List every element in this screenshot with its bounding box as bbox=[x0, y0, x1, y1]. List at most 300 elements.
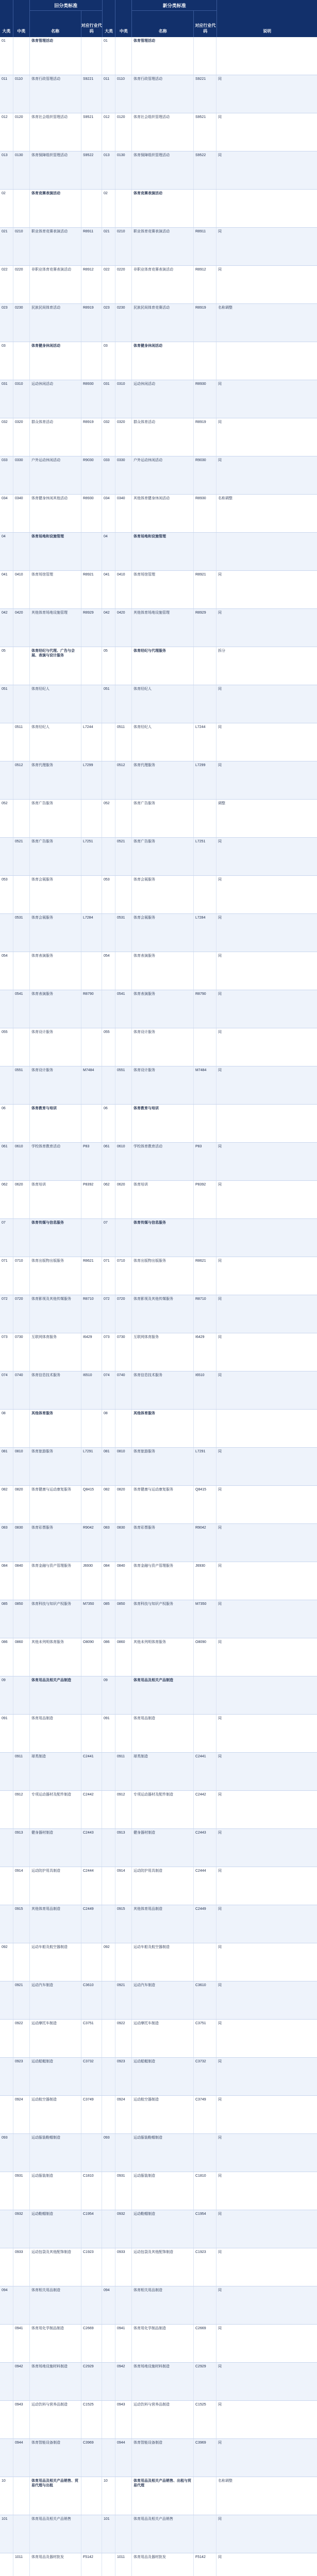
table-cell: 09 bbox=[0, 1676, 13, 1714]
table-cell: L7284 bbox=[81, 914, 102, 952]
table-cell: 运动饮料与营养品制造 bbox=[132, 2401, 194, 2438]
table-cell: 062 bbox=[102, 1181, 115, 1218]
table-cell: 健身器材制造 bbox=[132, 1829, 194, 1867]
table-cell: 体育智能设备制造 bbox=[30, 2439, 81, 2477]
table-cell: 其他体育场地设施管理 bbox=[132, 609, 194, 647]
table-cell: 0924 bbox=[115, 2096, 132, 2133]
table-cell bbox=[0, 2325, 13, 2362]
table-cell bbox=[102, 723, 115, 761]
table-cell bbox=[115, 342, 132, 380]
table-row bbox=[0, 761, 317, 800]
table-cell: 互联网体育服务 bbox=[132, 1333, 194, 1371]
table-cell: C3749 bbox=[194, 2096, 216, 2133]
table-cell: 同 bbox=[218, 1145, 222, 1148]
table-cell: 0830 bbox=[115, 1524, 132, 1562]
table-cell: 0220 bbox=[13, 266, 30, 303]
table-cell: R8710 bbox=[81, 1295, 102, 1333]
table-cell: 086 bbox=[0, 1638, 13, 1676]
table-cell: 0921 bbox=[115, 1981, 132, 2019]
table-row bbox=[0, 1524, 317, 1562]
table-row bbox=[0, 914, 317, 952]
table-cell: 体育社会组织管理活动 bbox=[132, 113, 194, 151]
table-cell bbox=[102, 1867, 115, 1905]
table-cell: 086 bbox=[102, 1638, 115, 1676]
table-cell bbox=[216, 190, 317, 227]
table-row bbox=[0, 2058, 317, 2096]
table-row bbox=[0, 876, 317, 914]
table-cell bbox=[0, 2096, 13, 2133]
table-cell: 0933 bbox=[115, 2248, 132, 2286]
table-cell: 051 bbox=[0, 685, 13, 723]
table-cell bbox=[0, 1905, 13, 1943]
table-cell: 同 bbox=[218, 878, 222, 882]
table-cell: C1923 bbox=[81, 2248, 102, 2286]
table-cell: 0931 bbox=[115, 2172, 132, 2210]
table-cell: 职业体育竞赛表演活动 bbox=[132, 228, 194, 265]
table-cell: 同 bbox=[218, 611, 222, 615]
table-cell: 体育用品制造 bbox=[132, 1715, 194, 1752]
table-cell: 体育行政管理活动 bbox=[132, 75, 194, 113]
table-cell: 0820 bbox=[115, 1486, 132, 1523]
table-cell: R8929 bbox=[194, 609, 216, 647]
table-cell: 体育广告服务 bbox=[132, 838, 194, 875]
table-cell: 体育用品及相关产品销售 bbox=[132, 2515, 194, 2553]
table-cell bbox=[81, 2134, 102, 2172]
table-cell: 0320 bbox=[115, 418, 132, 456]
table-cell bbox=[13, 1105, 30, 1142]
table-cell: I6510 bbox=[194, 1371, 216, 1409]
table-cell bbox=[115, 533, 132, 570]
table-cell: C2442 bbox=[194, 1791, 216, 1828]
table-cell bbox=[81, 1219, 102, 1257]
table-cell: P83 bbox=[194, 1143, 216, 1180]
table-cell: 体育场馆管理 bbox=[132, 571, 194, 608]
table-cell: 0922 bbox=[115, 2020, 132, 2057]
table-cell: 073 bbox=[102, 1333, 115, 1371]
table-cell: 094 bbox=[0, 2286, 13, 2324]
table-cell: 083 bbox=[102, 1524, 115, 1562]
table-cell bbox=[194, 647, 216, 685]
table-cell bbox=[194, 685, 216, 723]
table-cell: 0210 bbox=[115, 228, 132, 265]
table-cell bbox=[81, 1105, 102, 1142]
table-cell bbox=[0, 2553, 13, 2576]
table-row bbox=[0, 1600, 317, 1638]
table-cell: 0720 bbox=[13, 1295, 30, 1333]
table-cell bbox=[115, 2286, 132, 2324]
table-cell: 体育广告服务 bbox=[30, 838, 81, 875]
table-row bbox=[0, 1105, 317, 1143]
table-cell: 0420 bbox=[13, 609, 30, 647]
table-cell: 0710 bbox=[115, 1257, 132, 1295]
table-cell bbox=[13, 533, 30, 570]
table-cell: F5142 bbox=[81, 2553, 102, 2576]
table-cell bbox=[13, 2477, 30, 2515]
table-cell: R8621 bbox=[81, 1257, 102, 1295]
table-cell: R8930 bbox=[81, 380, 102, 418]
table-cell: 052 bbox=[102, 800, 115, 837]
table-cell bbox=[102, 2439, 115, 2477]
table-row bbox=[0, 2096, 317, 2134]
table-cell: 0320 bbox=[13, 418, 30, 456]
table-cell: 运动服装制造 bbox=[132, 2172, 194, 2210]
table-cell: L7299 bbox=[194, 761, 216, 799]
table-cell bbox=[102, 2020, 115, 2057]
table-cell: L7291 bbox=[81, 1448, 102, 1485]
table-cell: 074 bbox=[102, 1371, 115, 1409]
table-cell: 0730 bbox=[115, 1333, 132, 1371]
table-cell: P8392 bbox=[81, 1181, 102, 1218]
table-cell: 05 bbox=[0, 647, 13, 685]
table-cell: 运动服装鞋帽制造 bbox=[132, 2134, 194, 2172]
table-cell: 运动车船及航空器制造 bbox=[132, 1943, 194, 1981]
table-cell: 体育旅游服务 bbox=[132, 1448, 194, 1485]
table-cell: 10 bbox=[0, 2477, 13, 2515]
table-cell bbox=[81, 1676, 102, 1714]
table-cell: 0830 bbox=[13, 1524, 30, 1562]
table-cell: 同 bbox=[218, 573, 222, 577]
table-cell: 0220 bbox=[115, 266, 132, 303]
table-cell: 体育出版物出版服务 bbox=[132, 1257, 194, 1295]
table-cell: 同 bbox=[218, 1259, 222, 1263]
table-cell bbox=[13, 37, 30, 75]
table-cell bbox=[0, 914, 13, 952]
table-cell: C1810 bbox=[81, 2172, 102, 2210]
table-cell bbox=[0, 2248, 13, 2286]
table-cell: R8930 bbox=[194, 495, 216, 532]
table-cell: 0420 bbox=[115, 609, 132, 647]
table-cell: 072 bbox=[102, 1295, 115, 1333]
table-cell bbox=[81, 190, 102, 227]
table-cell: 0541 bbox=[115, 990, 132, 1028]
table-cell: 0915 bbox=[115, 1905, 132, 1943]
table-cell bbox=[81, 342, 102, 380]
table-cell: L7251 bbox=[81, 838, 102, 875]
table-cell: 011 bbox=[0, 75, 13, 113]
table-cell bbox=[194, 533, 216, 570]
table-cell: M7484 bbox=[194, 1066, 216, 1104]
table-cell: 体育设计服务 bbox=[30, 1028, 81, 1066]
table-cell: F5142 bbox=[194, 2553, 216, 2576]
table-cell bbox=[102, 2248, 115, 2286]
table-cell: C2929 bbox=[81, 2363, 102, 2400]
table-cell bbox=[115, 876, 132, 913]
table-cell: 0860 bbox=[13, 1638, 30, 1676]
table-cell: 体育经纪人 bbox=[30, 723, 81, 761]
table-cell: 同 bbox=[218, 1793, 222, 1797]
table-cell: 同 bbox=[218, 1945, 222, 1949]
table-cell: 0521 bbox=[13, 838, 30, 875]
table-cell: 运动鞋帽制造 bbox=[30, 2210, 81, 2248]
header-col: 对应行业代码 bbox=[195, 23, 216, 33]
table-cell: R8919 bbox=[81, 418, 102, 456]
table-cell: 同 bbox=[218, 687, 222, 691]
table-cell: C2442 bbox=[81, 1791, 102, 1828]
table-cell: 同 bbox=[218, 77, 222, 81]
table-cell: 体育相关用品制造 bbox=[132, 2286, 194, 2324]
table-cell: 0944 bbox=[115, 2439, 132, 2477]
table-cell: 021 bbox=[102, 228, 115, 265]
table-row bbox=[0, 228, 317, 266]
table-cell: 033 bbox=[0, 456, 13, 494]
table-cell: 职业体育竞赛表演活动 bbox=[30, 228, 81, 265]
table-cell: 同 bbox=[218, 2289, 222, 2292]
table-cell: 053 bbox=[102, 876, 115, 913]
table-cell bbox=[102, 2210, 115, 2248]
table-cell: M7484 bbox=[81, 1066, 102, 1104]
table-row bbox=[0, 1333, 317, 1371]
table-cell: 运动防护用具制造 bbox=[132, 1867, 194, 1905]
table-cell: 体育传媒与信息服务 bbox=[30, 1219, 81, 1257]
table-cell: 032 bbox=[102, 418, 115, 456]
table-cell: 体育社会组织管理活动 bbox=[30, 113, 81, 151]
table-cell: 0551 bbox=[13, 1066, 30, 1104]
table-cell: 运动船艇制造 bbox=[30, 2058, 81, 2095]
table-cell: C3610 bbox=[194, 1981, 216, 2019]
table-cell bbox=[13, 685, 30, 723]
table-cell: C2444 bbox=[81, 1867, 102, 1905]
table-cell: 体育金融与资产管理服务 bbox=[30, 1562, 81, 1600]
table-cell: 0310 bbox=[13, 380, 30, 418]
table-cell: 体育用品及相关产品制造 bbox=[30, 1676, 81, 1714]
table-cell: 021 bbox=[0, 228, 13, 265]
table-cell: 体育健身休闲其他活动 bbox=[30, 495, 81, 532]
table-cell bbox=[216, 1410, 317, 1447]
table-cell bbox=[0, 2363, 13, 2400]
table-cell bbox=[13, 647, 30, 685]
table-cell: 101 bbox=[102, 2515, 115, 2553]
table-cell: 092 bbox=[0, 1943, 13, 1981]
table-cell bbox=[216, 533, 317, 570]
table-cell: 体育场馆管理 bbox=[30, 571, 81, 608]
table-row bbox=[0, 342, 317, 380]
table-cell: 同 bbox=[218, 154, 222, 157]
table-cell bbox=[102, 914, 115, 952]
table-cell bbox=[102, 2172, 115, 2210]
table-cell: 体育经纪与代理、广告与会展、表演与设计服务 bbox=[30, 647, 81, 685]
table-cell: 0924 bbox=[13, 2096, 30, 2133]
table-cell: 同 bbox=[218, 840, 222, 843]
table-cell bbox=[115, 1676, 132, 1714]
table-cell: 0410 bbox=[13, 571, 30, 608]
table-cell bbox=[115, 1105, 132, 1142]
table-cell: 0913 bbox=[13, 1829, 30, 1867]
table-cell: C2441 bbox=[194, 1753, 216, 1790]
table-cell bbox=[0, 723, 13, 761]
table-cell bbox=[115, 37, 132, 75]
table-cell: 071 bbox=[102, 1257, 115, 1295]
table-cell bbox=[194, 1943, 216, 1981]
table-cell: 051 bbox=[102, 685, 115, 723]
table-cell: 体育表演服务 bbox=[132, 952, 194, 990]
table-row bbox=[0, 1905, 317, 1943]
table-cell: 0840 bbox=[13, 1562, 30, 1600]
table-cell bbox=[81, 533, 102, 570]
table-row bbox=[0, 190, 317, 228]
table-cell: R9042 bbox=[81, 1524, 102, 1562]
table-cell: 10 bbox=[102, 2477, 115, 2515]
table-cell bbox=[0, 2439, 13, 2477]
table-cell: R8912 bbox=[81, 266, 102, 303]
table-cell: 同 bbox=[218, 992, 222, 996]
table-cell: 0521 bbox=[115, 838, 132, 875]
table-cell: 0932 bbox=[115, 2210, 132, 2248]
table-row bbox=[0, 151, 317, 190]
table-cell: 0230 bbox=[115, 304, 132, 342]
table-cell: 体育传媒与信息服务 bbox=[132, 1219, 194, 1257]
header-col: 名称 bbox=[30, 11, 81, 37]
table-cell: 其他体育用品制造 bbox=[132, 1905, 194, 1943]
table-cell bbox=[13, 1943, 30, 1981]
table-cell: 同 bbox=[218, 2098, 222, 2102]
table-cell: C3751 bbox=[194, 2020, 216, 2057]
table-row bbox=[0, 456, 317, 495]
table-cell: 运动服装鞋帽制造 bbox=[30, 2134, 81, 2172]
table-cell: R8929 bbox=[81, 609, 102, 647]
table-cell: 专项运动器材及配件制造 bbox=[132, 1791, 194, 1828]
table-cell bbox=[13, 1715, 30, 1752]
table-cell bbox=[0, 2210, 13, 2248]
table-cell: 同 bbox=[218, 2250, 222, 2254]
table-cell: 0850 bbox=[115, 1600, 132, 1638]
table-cell: 04 bbox=[102, 533, 115, 570]
table-cell: 名称调整 bbox=[218, 497, 232, 500]
table-cell: L7284 bbox=[194, 914, 216, 952]
table-cell: 体育代理服务 bbox=[30, 761, 81, 799]
table-cell: C3969 bbox=[81, 2439, 102, 2477]
header-group-title: 新分类标准 bbox=[132, 0, 216, 11]
table-row bbox=[0, 2172, 317, 2210]
table-cell bbox=[194, 190, 216, 227]
table-cell bbox=[81, 1028, 102, 1066]
table-cell: J6930 bbox=[81, 1562, 102, 1600]
table-cell: 专项运动器材及配件制造 bbox=[30, 1791, 81, 1828]
table-cell bbox=[194, 2286, 216, 2324]
table-cell: 运动包袋及其他配饰制造 bbox=[30, 2248, 81, 2286]
table-cell: 运动航空器制造 bbox=[132, 2096, 194, 2133]
table-cell: 04 bbox=[0, 533, 13, 570]
table-cell: 012 bbox=[102, 113, 115, 151]
table-cell: 体育经纪人 bbox=[132, 723, 194, 761]
table-cell: 体育管理活动 bbox=[30, 37, 81, 75]
table-cell: 同 bbox=[218, 2441, 222, 2445]
table-cell: 0551 bbox=[115, 1066, 132, 1104]
table-cell bbox=[81, 1943, 102, 1981]
table-cell: 体育表演服务 bbox=[30, 990, 81, 1028]
table-cell: 体育科技与知识产权服务 bbox=[30, 1600, 81, 1638]
table-cell: R8790 bbox=[81, 990, 102, 1028]
table-cell: 02 bbox=[102, 190, 115, 227]
table-cell: 同 bbox=[218, 2136, 222, 2140]
table-cell: 同 bbox=[218, 2060, 222, 2063]
table-row bbox=[0, 2363, 317, 2401]
table-cell bbox=[0, 838, 13, 875]
table-cell: R8790 bbox=[194, 990, 216, 1028]
table-cell: 0511 bbox=[115, 723, 132, 761]
table-cell: 同 bbox=[218, 2517, 222, 2521]
table-cell: 074 bbox=[0, 1371, 13, 1409]
table-row bbox=[0, 2553, 317, 2576]
table-cell: 0933 bbox=[13, 2248, 30, 2286]
table-cell: 0120 bbox=[115, 113, 132, 151]
table-cell: 同 bbox=[218, 1869, 222, 1873]
table-cell: 0860 bbox=[115, 1638, 132, 1676]
table-cell: 体育相关用品制造 bbox=[30, 2286, 81, 2324]
table-row bbox=[0, 2439, 317, 2477]
table-cell: 非职业体育竞赛表演活动 bbox=[30, 266, 81, 303]
table-row bbox=[0, 685, 317, 723]
table-cell: 0340 bbox=[115, 495, 132, 532]
table-cell: 运动休闲活动 bbox=[30, 380, 81, 418]
table-cell: 041 bbox=[0, 571, 13, 608]
table-row bbox=[0, 2477, 317, 2515]
table-cell: 体育会展服务 bbox=[30, 876, 81, 913]
table-row bbox=[0, 1562, 317, 1600]
table-header bbox=[0, 0, 317, 37]
table-cell bbox=[194, 2477, 216, 2515]
table-row bbox=[0, 2134, 317, 2172]
table-cell: 调整 bbox=[218, 802, 225, 805]
table-cell: 0922 bbox=[13, 2020, 30, 2057]
table-cell: 0943 bbox=[13, 2401, 30, 2438]
table-row bbox=[0, 1257, 317, 1295]
table-row bbox=[0, 1943, 317, 1981]
table-cell: 0740 bbox=[115, 1371, 132, 1409]
table-cell: 体育广告服务 bbox=[132, 800, 194, 837]
table-cell: 体育用品制造 bbox=[30, 1715, 81, 1752]
table-cell bbox=[0, 1829, 13, 1867]
table-cell: 034 bbox=[0, 495, 13, 532]
table-cell: 023 bbox=[102, 304, 115, 342]
table-cell bbox=[13, 952, 30, 990]
table-cell: 085 bbox=[0, 1600, 13, 1638]
table-cell: 运动防护用具制造 bbox=[30, 1867, 81, 1905]
table-cell: 体育彩票服务 bbox=[132, 1524, 194, 1562]
table-cell: 1011 bbox=[13, 2553, 30, 2576]
table-cell bbox=[0, 2401, 13, 2438]
table-cell: I6429 bbox=[81, 1333, 102, 1371]
table-row bbox=[0, 1219, 317, 1257]
table-cell: 0330 bbox=[115, 456, 132, 494]
table-cell: S9221 bbox=[81, 75, 102, 113]
table-cell: 同 bbox=[218, 1717, 222, 1720]
table-cell bbox=[194, 2515, 216, 2553]
table-cell bbox=[13, 1410, 30, 1447]
table-cell: L7244 bbox=[81, 723, 102, 761]
table-cell: 同 bbox=[218, 420, 222, 424]
table-cell: 同 bbox=[218, 2555, 222, 2559]
table-cell: 非职业体育竞赛表演活动 bbox=[132, 266, 194, 303]
table-cell bbox=[0, 2020, 13, 2057]
table-cell bbox=[194, 1676, 216, 1714]
table-cell: 运动航空器制造 bbox=[30, 2096, 81, 2133]
table-cell: 其他体育用品制造 bbox=[30, 1905, 81, 1943]
table-cell bbox=[194, 1410, 216, 1447]
table-cell bbox=[102, 2401, 115, 2438]
table-row bbox=[0, 533, 317, 571]
table-cell: C2449 bbox=[194, 1905, 216, 1943]
table-cell: 体育用品及相关产品销售 bbox=[30, 2515, 81, 2553]
table-cell: 体育竞赛表演活动 bbox=[30, 190, 81, 227]
table-cell: 同 bbox=[218, 1526, 222, 1530]
table-cell: R8911 bbox=[194, 228, 216, 265]
table-cell bbox=[81, 2515, 102, 2553]
table-cell bbox=[13, 190, 30, 227]
table-cell: 031 bbox=[0, 380, 13, 418]
table-cell: 体育培训 bbox=[30, 1181, 81, 1218]
table-cell: 042 bbox=[0, 609, 13, 647]
table-cell bbox=[81, 2477, 102, 2515]
